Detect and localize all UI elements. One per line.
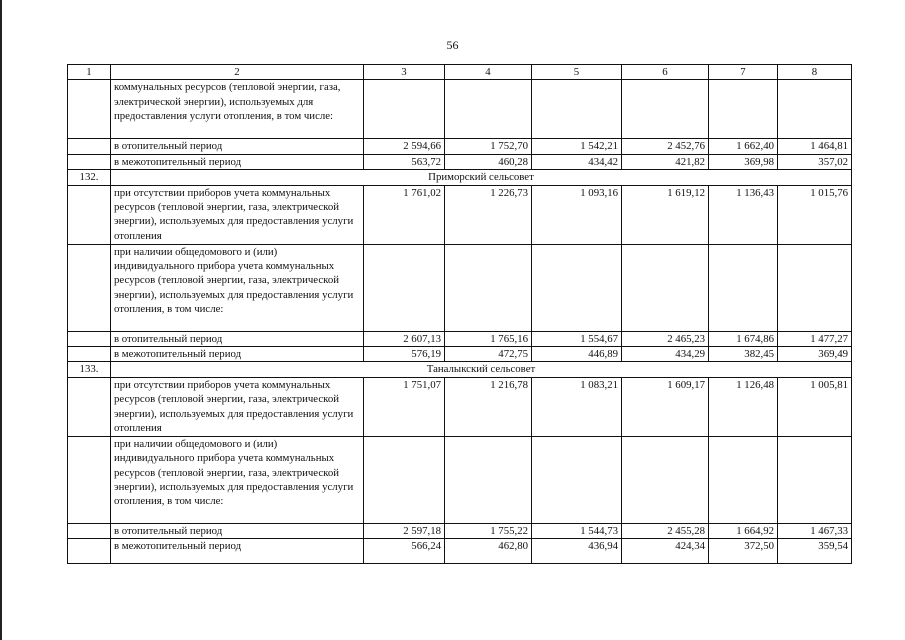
table-cell: 1 083,21	[532, 377, 622, 436]
table-cell: 1 226,73	[445, 185, 532, 244]
table-row	[68, 139, 852, 154]
table-cell: 1 752,70	[445, 139, 532, 154]
table-cell: 359,54	[778, 539, 852, 564]
table-row	[68, 523, 852, 538]
table-cell: 1 751,07	[364, 377, 445, 436]
table-cell: 434,42	[532, 154, 622, 169]
table-cell: 460,28	[445, 154, 532, 169]
row-label: в отопительный период	[111, 139, 364, 154]
row-description: при отсутствии приборов учета коммунальных ресурсов (тепловой энергии, газа, электрической энергии), используемых для предоставления услуги отопления	[111, 377, 364, 436]
table-row	[68, 539, 852, 564]
table-cell: 1 015,76	[778, 185, 852, 244]
table-row	[68, 154, 852, 169]
table-cell: 2 465,23	[622, 331, 709, 346]
row-description: коммунальных ресурсов (тепловой энергии, газа, электрической энергии), используемых для предоставления услуги отопления, в том числе:	[111, 80, 364, 139]
table-cell: 1 755,22	[445, 523, 532, 538]
table-cell: 421,82	[622, 154, 709, 169]
section-name: Приморский сельсовет	[111, 170, 852, 185]
column-number: 7	[709, 65, 778, 80]
column-number: 1	[68, 65, 111, 80]
section-header-row	[68, 170, 852, 185]
table-cell: 566,24	[364, 539, 445, 564]
table-cell: 1 005,81	[778, 377, 852, 436]
table-cell: 1 554,67	[532, 331, 622, 346]
table-cell: 1 542,21	[532, 139, 622, 154]
table-cell: 424,34	[622, 539, 709, 564]
table-cell: 369,98	[709, 154, 778, 169]
column-number: 8	[778, 65, 852, 80]
table-cell: 1 765,16	[445, 331, 532, 346]
table-cell: 2 594,66	[364, 139, 445, 154]
table-cell: 2 607,13	[364, 331, 445, 346]
section-name: Таналыкский сельсовет	[111, 362, 852, 377]
table-row	[68, 185, 852, 244]
table-cell: 1 126,48	[709, 377, 778, 436]
table-cell: 382,45	[709, 347, 778, 362]
table-row	[68, 80, 852, 139]
table-row	[68, 377, 852, 436]
scan-edge	[0, 0, 2, 640]
column-number: 5	[532, 65, 622, 80]
page-number: 56	[446, 38, 459, 52]
table-cell: 576,19	[364, 347, 445, 362]
table-cell: 357,02	[778, 154, 852, 169]
table-row	[68, 331, 852, 346]
table-cell: 1 467,33	[778, 523, 852, 538]
table-cell: 1 216,78	[445, 377, 532, 436]
row-description: при наличии общедомового и (или) индивидуального прибора учета коммунальных ресурсов (тепловой энергии, газа, электрической энергии), используемых для предоставления услуги отопления, в том числе:	[111, 436, 364, 523]
table-cell: 446,89	[532, 347, 622, 362]
table-cell: 1 761,02	[364, 185, 445, 244]
column-number: 3	[364, 65, 445, 80]
table-cell: 2 597,18	[364, 523, 445, 538]
table-cell: 436,94	[532, 539, 622, 564]
table-cell: 369,49	[778, 347, 852, 362]
table-cell: 462,80	[445, 539, 532, 564]
row-description: при отсутствии приборов учета коммунальных ресурсов (тепловой энергии, газа, электрической энергии), используемых для предоставления услуги отопления	[111, 185, 364, 244]
column-number: 4	[445, 65, 532, 80]
section-number: 132.	[68, 170, 111, 185]
table-cell: 1 093,16	[532, 185, 622, 244]
column-number: 6	[622, 65, 709, 80]
table-row	[68, 347, 852, 362]
row-label: в межотопительный период	[111, 347, 364, 362]
column-number: 2	[111, 65, 364, 80]
table-cell: 1 609,17	[622, 377, 709, 436]
row-label: в межотопительный период	[111, 539, 364, 564]
table-cell: 1 664,92	[709, 523, 778, 538]
table-cell: 1 477,27	[778, 331, 852, 346]
row-label: в отопительный период	[111, 331, 364, 346]
table-cell: 1 544,73	[532, 523, 622, 538]
row-label: в отопительный период	[111, 523, 364, 538]
table-cell: 472,75	[445, 347, 532, 362]
table-cell: 2 455,28	[622, 523, 709, 538]
table-cell: 563,72	[364, 154, 445, 169]
table-cell: 1 619,12	[622, 185, 709, 244]
table-row	[68, 244, 852, 331]
row-label: в межотопительный период	[111, 154, 364, 169]
table-cell: 1 662,40	[709, 139, 778, 154]
section-number: 133.	[68, 362, 111, 377]
row-description: при наличии общедомового и (или) индивидуального прибора учета коммунальных ресурсов (тепловой энергии, газа, электрической энергии), используемых для предоставления услуги отопления, в том числе:	[111, 244, 364, 331]
table-cell: 372,50	[709, 539, 778, 564]
table-cell: 434,29	[622, 347, 709, 362]
table-cell: 2 452,76	[622, 139, 709, 154]
table-cell: 1 464,81	[778, 139, 852, 154]
table-row	[68, 436, 852, 523]
tariff-table	[67, 64, 852, 564]
column-number-row	[68, 65, 852, 80]
section-header-row	[68, 362, 852, 377]
table-cell: 1 674,86	[709, 331, 778, 346]
table-cell: 1 136,43	[709, 185, 778, 244]
